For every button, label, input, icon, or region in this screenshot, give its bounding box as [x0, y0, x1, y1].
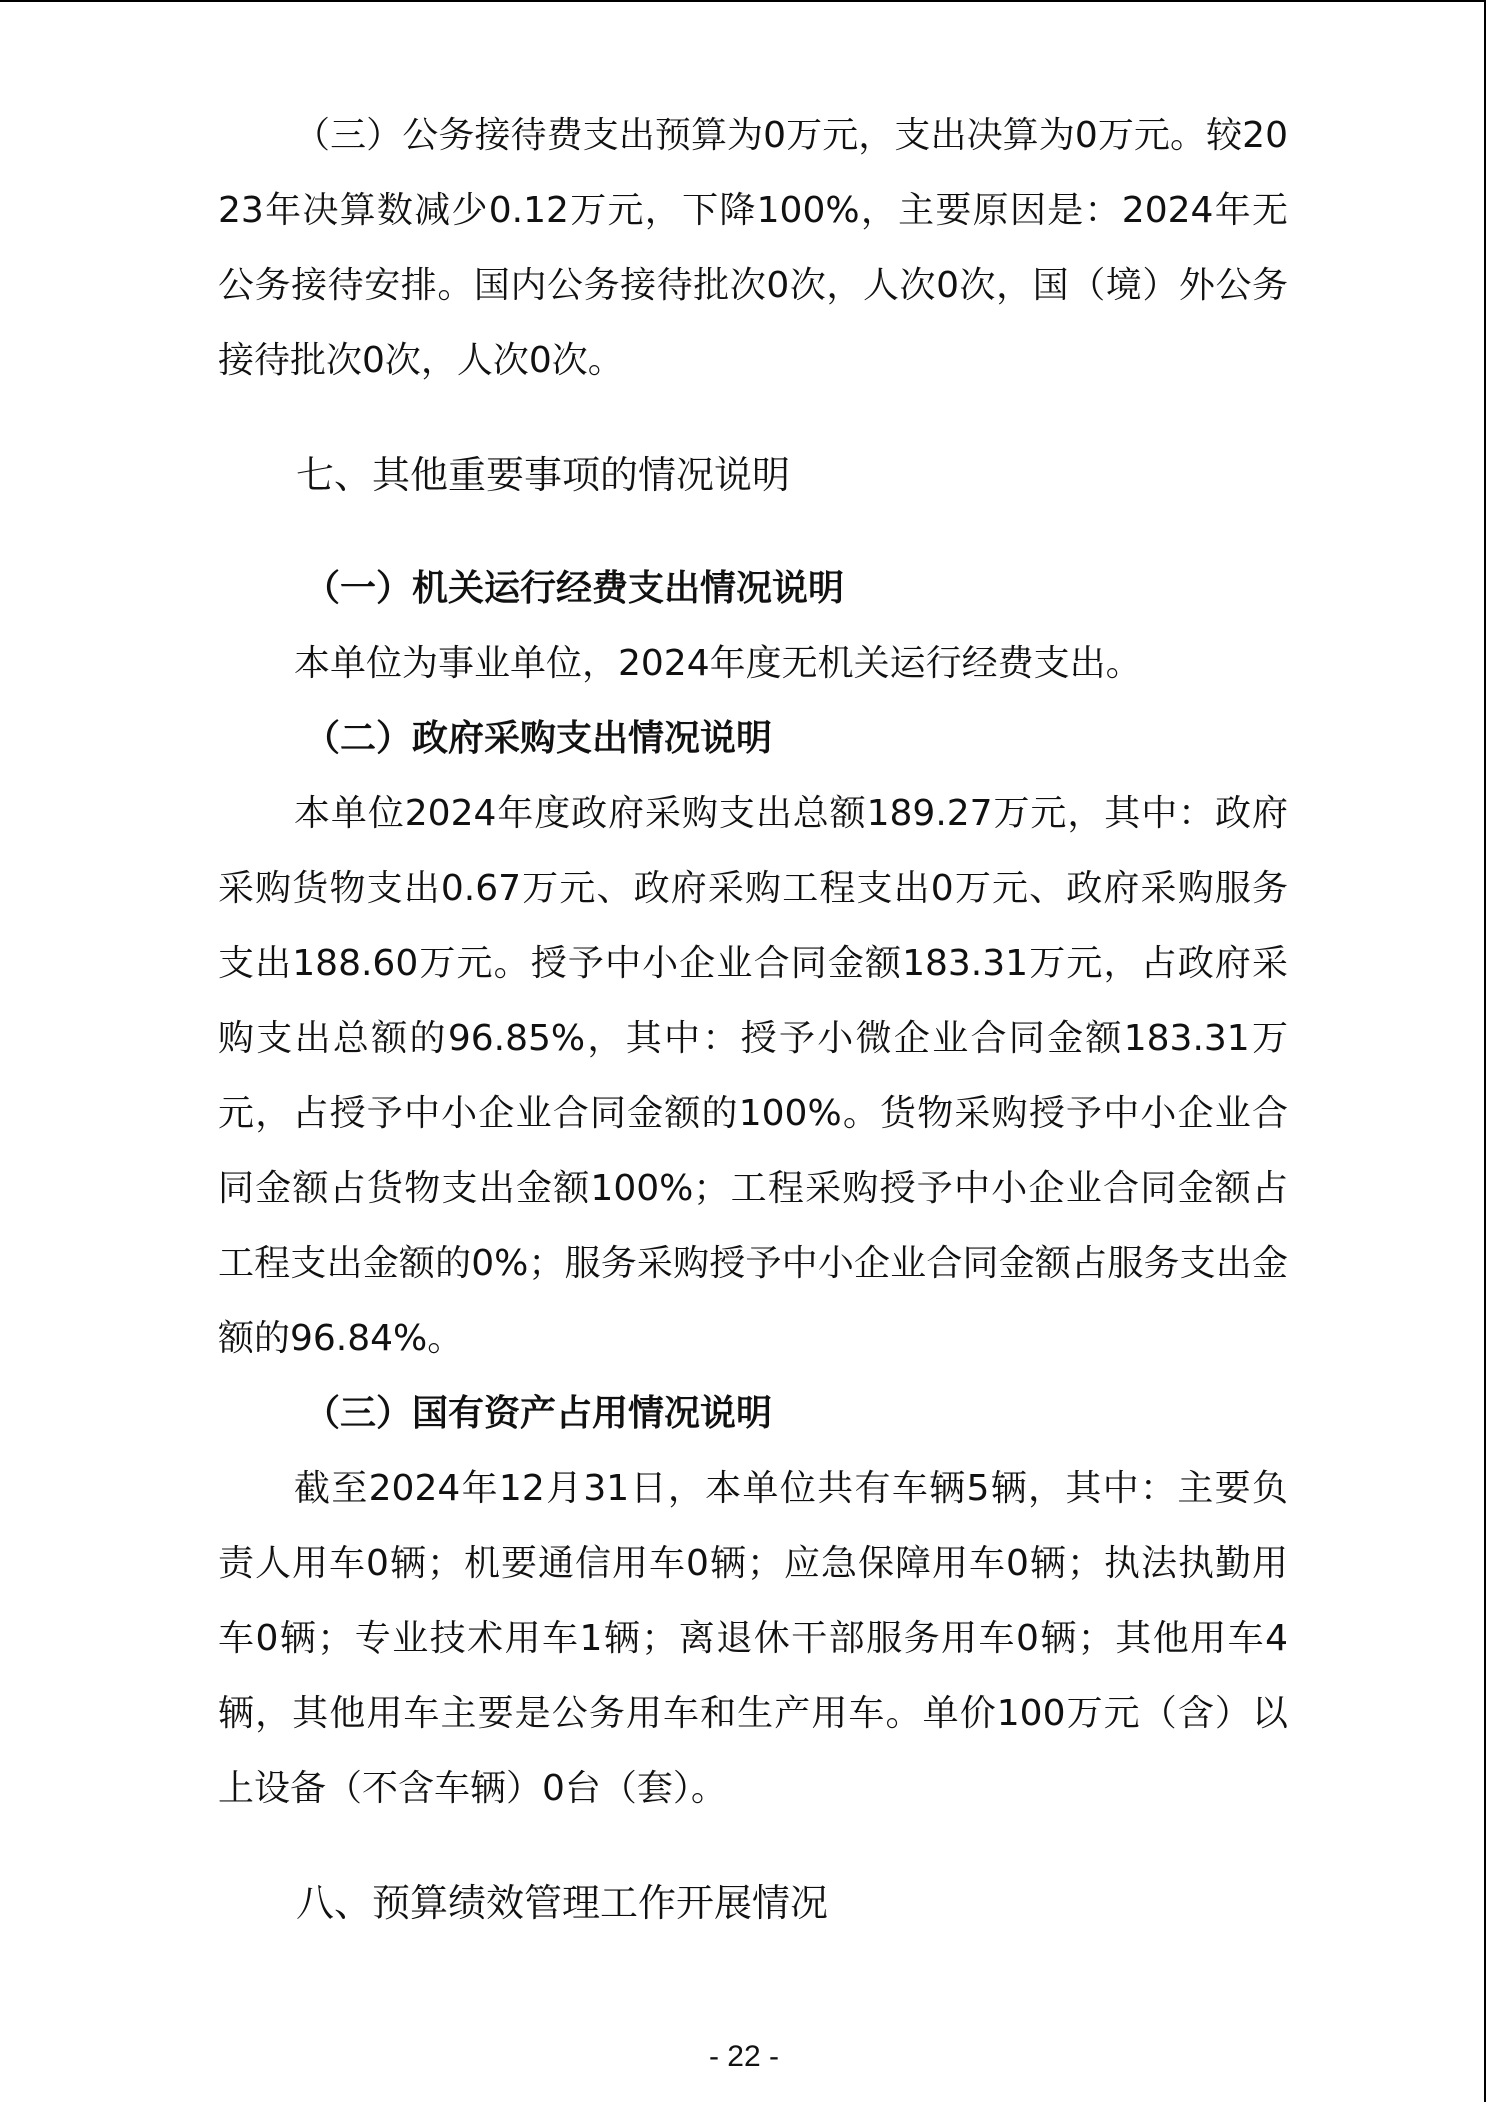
sub-heading-government-procurement: （二）政府采购支出情况说明: [304, 718, 773, 759]
section-7-heading: 七、其他重要事项的情况说明: [296, 453, 791, 497]
paragraph-state-assets: 截至2024年12月31日，本单位共有车辆5辆，其中：主要负责人用车0辆；机要通信用车0辆；应急保障用车0辆；执法执勤用车0辆；专业技术用车1辆；离退休干部服务用车0辆；其他用车4辆，其他用车主要是公务用车和生产用车。单价100万元（含）以上设备（不含车辆）0台（套）。: [218, 1468, 1288, 1809]
paragraph-reception-expense: （三）公务接待费支出预算为0万元，支出决算为0万元。较2023年决算数减少0.12万元，下降100%，主要原因是：2024年无公务接待安排。国内公务接待批次0次，人次0次，国（境）外公务接待批次0次，人次0次。: [218, 115, 1288, 381]
page-number: - 22 -: [708, 2040, 780, 2073]
paragraph-operating-expenses: 本单位为事业单位，2024年度无机关运行经费支出。: [294, 643, 1142, 684]
document-body: [218, 98, 1288, 1941]
sub-heading-operating-expenses: （一）机关运行经费支出情况说明: [304, 568, 845, 609]
paragraph-government-procurement: 本单位2024年度政府采购支出总额189.27万元，其中：政府采购货物支出0.67万元、政府采购工程支出0万元、政府采购服务支出188.60万元。授予中小企业合同金额183.31万元，占政府采购支出总额的96.85%，其中：授予小微企业合同金额183.31万元，占授予中小企业合同金额的100%。货物采购授予中小企业合同金额占货物支出金额100%；工程采购授予中小企业合同金额占工程支出金额的0%；服务采购授予中小企业合同金额占服务支出金额的96.84%。: [218, 793, 1288, 1359]
sub-heading-state-assets: （三）国有资产占用情况说明: [304, 1393, 773, 1434]
section-8-heading: 八、预算绩效管理工作开展情况: [296, 1881, 829, 1925]
